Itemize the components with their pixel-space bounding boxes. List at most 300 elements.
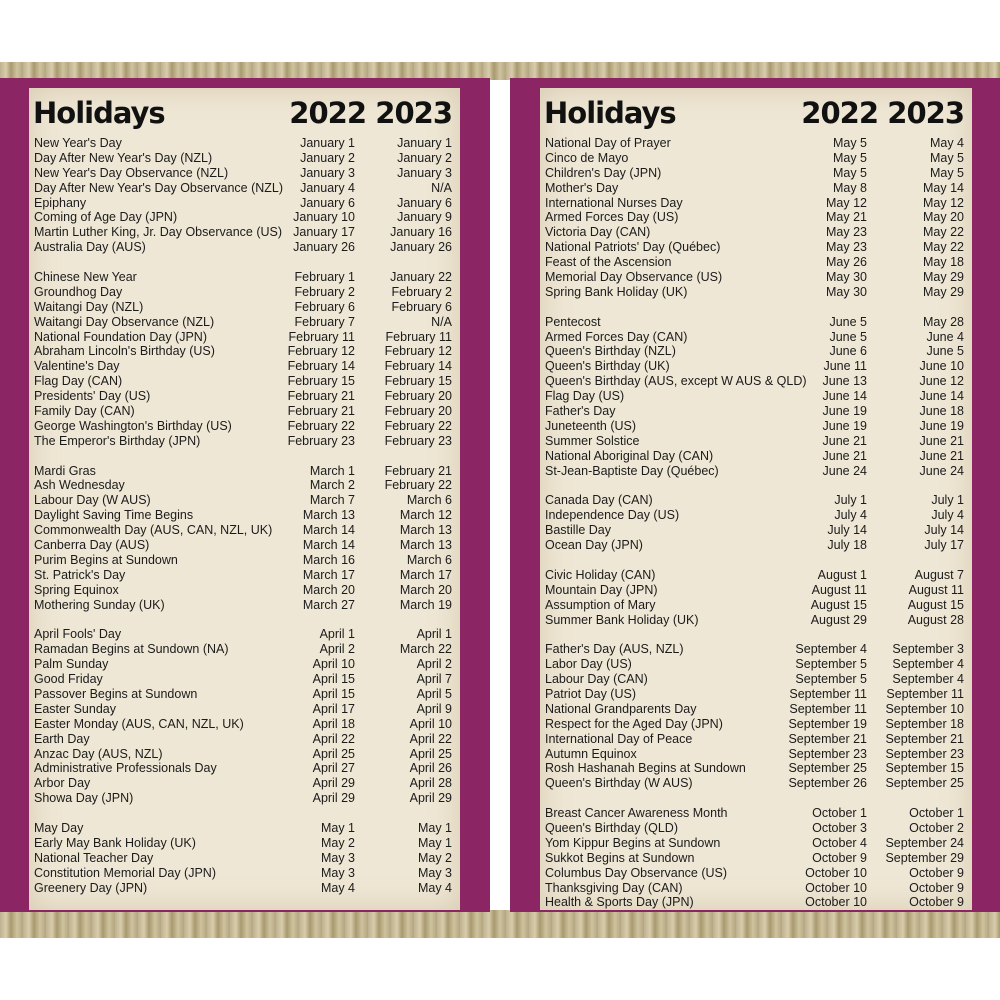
date-2023: September 3	[892, 642, 964, 657]
holiday-name: Queen's Birthday (UK)	[545, 359, 670, 374]
holiday-row	[540, 761, 972, 776]
date-2022: September 23	[788, 746, 867, 761]
date-2023: February 21	[384, 463, 452, 478]
date-2023: October 2	[909, 820, 964, 835]
date-2022: March 14	[302, 538, 355, 553]
date-2022: March 13	[302, 508, 355, 523]
holiday-row	[29, 181, 460, 196]
holiday-row	[29, 434, 460, 449]
holiday-name: Early May Bank Holiday (UK)	[34, 835, 196, 850]
date-2022: June 21	[822, 448, 867, 463]
date-2023: February 22	[384, 418, 452, 433]
date-2022: March 1	[309, 463, 355, 478]
date-2022: February 12	[287, 344, 355, 359]
holiday-row	[29, 523, 460, 538]
holiday-name: Respect for the Aged Day (JPN)	[545, 716, 723, 731]
date-2022: October 9	[812, 850, 867, 865]
date-2023: February 22	[384, 478, 452, 493]
date-2022: May 5	[832, 136, 867, 150]
date-2022: February 14	[287, 359, 355, 374]
date-2023: May 4	[417, 880, 452, 895]
holiday-row	[29, 240, 460, 255]
date-2022: January 26	[293, 240, 355, 255]
date-2023: February 2	[391, 284, 452, 299]
holiday-row	[540, 821, 972, 836]
date-2022: March 27	[302, 597, 355, 612]
holiday-row	[29, 717, 460, 732]
date-2023: May 22	[923, 225, 964, 240]
date-2022: February 11	[288, 329, 355, 344]
date-2022: April 22	[312, 731, 355, 746]
holiday-name: Queen's Birthday (AUS, except W AUS & QLD)	[545, 374, 807, 389]
holiday-name: Arbor Day	[34, 776, 91, 791]
date-2023: February 11	[385, 329, 452, 344]
holiday-name: Spring Equinox	[34, 582, 119, 597]
holiday-name: New Year's Day	[34, 136, 122, 150]
date-2022: September 11	[789, 686, 867, 701]
date-2022: April 29	[312, 776, 355, 791]
holiday-name: Easter Monday (AUS, CAN, NZL, UK)	[34, 716, 244, 731]
holiday-name: Day After New Year's Day Observance (NZL)	[34, 180, 284, 195]
holiday-name: Children's Day (JPN)	[545, 165, 662, 180]
date-2022: February 21	[287, 404, 355, 419]
page-title: Holidays	[544, 96, 676, 130]
date-2022: June 6	[829, 344, 867, 359]
holiday-name: Earth Day	[34, 731, 90, 746]
date-2022: June 13	[822, 374, 867, 389]
date-2022: March 14	[302, 523, 355, 538]
date-2023: August 15	[907, 597, 964, 612]
date-2022: June 11	[823, 359, 867, 374]
holiday-row	[540, 240, 972, 255]
holiday-row	[540, 225, 972, 240]
date-2022: April 29	[312, 791, 355, 806]
date-2023: February 20	[384, 389, 452, 404]
holiday-name: Rosh Hashanah Begins at Sundown	[545, 761, 746, 776]
date-2022: May 23	[826, 225, 867, 240]
holiday-row	[540, 613, 972, 628]
holiday-name: National Aboriginal Day (CAN)	[545, 448, 714, 463]
holiday-name: Victoria Day (CAN)	[545, 225, 651, 240]
date-2022: April 27	[312, 761, 355, 776]
holidays-page-right	[540, 88, 972, 910]
holiday-row	[540, 851, 972, 866]
date-2022: April 15	[312, 672, 355, 687]
date-2022: January 17	[293, 225, 355, 240]
date-2023: January 22	[390, 270, 452, 285]
holiday-name: International Day of Peace	[545, 731, 693, 746]
holiday-name: Constitution Memorial Day (JPN)	[34, 865, 216, 880]
date-2023: April 25	[409, 746, 452, 761]
holiday-row	[540, 449, 972, 464]
date-2022: February 23	[287, 433, 355, 448]
holiday-name: Mothering Sunday (UK)	[34, 597, 165, 612]
holiday-row	[540, 255, 972, 270]
holiday-name: St. Patrick's Day	[34, 567, 126, 582]
year-heading-2023: 2023	[375, 96, 452, 130]
holiday-name: Labour Day (W AUS)	[34, 493, 151, 508]
date-2022: April 17	[312, 701, 355, 716]
date-2023: March 13	[399, 523, 452, 538]
date-2023: April 5	[416, 686, 452, 701]
date-2023: August 7	[914, 567, 964, 582]
holiday-row	[540, 270, 972, 285]
holiday-name: Queen's Birthday (W AUS)	[545, 776, 693, 791]
holiday-row	[540, 181, 972, 196]
holiday-row	[29, 151, 460, 166]
holiday-row	[29, 315, 460, 330]
holiday-row	[540, 493, 972, 508]
holiday-name: Health & Sports Day (JPN)	[545, 895, 694, 910]
date-2023: August 28	[907, 612, 964, 627]
holiday-name: Cinco de Mayo	[545, 150, 629, 165]
date-2023: March 19	[399, 597, 452, 612]
date-2022: May 8	[832, 180, 867, 195]
holiday-row	[540, 732, 972, 747]
date-2023: July 1	[931, 493, 964, 508]
holiday-name: Armed Forces Day (CAN)	[545, 329, 688, 344]
date-2022: August 11	[811, 582, 867, 597]
date-2023: May 1	[417, 835, 452, 850]
date-2022: September 11	[789, 701, 867, 716]
date-2023: July 14	[924, 523, 964, 538]
holiday-row	[29, 538, 460, 553]
holiday-name: Breast Cancer Awareness Month	[545, 806, 728, 821]
holiday-name: Queen's Birthday (NZL)	[545, 344, 676, 359]
date-2022: March 17	[302, 567, 355, 582]
date-2023: September 23	[885, 746, 964, 761]
holiday-name: Purim Begins at Sundown	[34, 552, 178, 567]
date-2022: April 2	[319, 642, 355, 657]
date-2022: March 7	[309, 493, 355, 508]
holiday-row	[29, 851, 460, 866]
date-2023: January 3	[397, 165, 452, 180]
date-2022: October 10	[805, 880, 867, 895]
date-2023: April 26	[409, 761, 452, 776]
holiday-name: Daylight Saving Time Begins	[34, 508, 194, 523]
holiday-name: Day After New Year's Day (NZL)	[34, 150, 213, 165]
date-2022: June 19	[822, 418, 867, 433]
holiday-row	[540, 508, 972, 523]
holiday-name: Mother's Day	[545, 180, 619, 195]
holiday-row	[29, 598, 460, 613]
date-2022: July 14	[827, 523, 867, 538]
holiday-list	[29, 136, 460, 895]
holiday-row	[540, 657, 972, 672]
holiday-name: Mountain Day (JPN)	[545, 582, 658, 597]
date-2023: March 6	[406, 552, 452, 567]
year-heading-2022: 2022	[801, 96, 878, 130]
holiday-row	[29, 478, 460, 493]
holiday-row	[29, 687, 460, 702]
holiday-list	[540, 136, 972, 910]
holiday-row	[29, 568, 460, 583]
holiday-row	[29, 672, 460, 687]
holiday-row	[29, 374, 460, 389]
date-2023: June 19	[919, 418, 964, 433]
holiday-name: International Nurses Day	[545, 195, 683, 210]
date-2022: February 21	[287, 389, 355, 404]
date-2023: June 18	[919, 404, 964, 419]
holiday-name: National Day of Prayer	[545, 136, 671, 150]
holiday-row	[540, 836, 972, 851]
date-2022: May 4	[320, 880, 355, 895]
date-2023: February 6	[391, 299, 452, 314]
date-2023: April 29	[409, 791, 452, 806]
page-header	[29, 94, 460, 138]
holiday-name: Showa Day (JPN)	[34, 791, 134, 806]
date-2022: March 2	[309, 478, 355, 493]
date-2023: April 1	[416, 627, 452, 642]
date-2023: May 29	[923, 284, 964, 299]
date-2023: June 21	[919, 448, 964, 463]
holiday-row	[540, 374, 972, 389]
date-2022: February 7	[294, 314, 355, 329]
date-2023: May 20	[923, 210, 964, 225]
holiday-name: Yom Kippur Begins at Sundown	[545, 835, 721, 850]
date-2022: January 4	[300, 180, 355, 195]
date-2022: September 5	[795, 657, 867, 672]
date-2023: N/A	[431, 314, 452, 329]
date-2022: May 2	[320, 835, 355, 850]
holiday-row	[29, 359, 460, 374]
date-2023: September 18	[885, 716, 964, 731]
date-2022: August 15	[810, 597, 867, 612]
date-2022: May 21	[826, 210, 867, 225]
holiday-name: Ocean Day (JPN)	[545, 538, 643, 553]
holiday-name: Waitangi Day (NZL)	[34, 299, 144, 314]
date-2023: October 9	[909, 880, 964, 895]
holiday-name: Martin Luther King, Jr. Day Observance (US)	[34, 225, 283, 240]
holiday-row	[29, 389, 460, 404]
holiday-row	[29, 493, 460, 508]
holiday-name: Sukkot Begins at Sundown	[545, 850, 695, 865]
holiday-name: Ramadan Begins at Sundown (NA)	[34, 642, 229, 657]
holiday-name: National Foundation Day (JPN)	[34, 329, 207, 344]
date-2022: May 5	[832, 165, 867, 180]
holiday-row	[29, 761, 460, 776]
date-2022: May 23	[826, 240, 867, 255]
date-2023: March 12	[399, 508, 452, 523]
holiday-row	[29, 881, 460, 896]
date-2023: May 1	[417, 820, 452, 835]
holiday-name: Australia Day (AUS)	[34, 240, 146, 255]
holiday-row	[540, 196, 972, 211]
holiday-row	[29, 210, 460, 225]
date-2023: May 14	[923, 180, 964, 195]
date-2022: September 5	[795, 672, 867, 687]
date-2022: February 2	[294, 284, 355, 299]
date-2022: February 6	[294, 299, 355, 314]
date-2022: May 30	[826, 270, 867, 285]
holiday-row	[540, 747, 972, 762]
date-2022: May 3	[320, 865, 355, 880]
date-2022: April 25	[312, 746, 355, 761]
holiday-name: Autumn Equinox	[545, 746, 637, 761]
date-2023: September 15	[885, 761, 964, 776]
holiday-row	[540, 434, 972, 449]
holiday-row	[29, 285, 460, 300]
holiday-name: Greenery Day (JPN)	[34, 880, 148, 895]
date-2023: September 21	[885, 731, 964, 746]
holiday-name: May Day	[34, 820, 84, 835]
date-2023: January 16	[390, 225, 452, 240]
holiday-row	[29, 747, 460, 762]
holiday-name: Flag Day (CAN)	[34, 374, 123, 389]
date-2023: May 3	[417, 865, 452, 880]
holiday-row	[540, 389, 972, 404]
holiday-name: Queen's Birthday (QLD)	[545, 820, 678, 835]
holiday-name: St-Jean-Baptiste Day (Québec)	[545, 463, 719, 478]
date-2022: February 1	[294, 270, 355, 285]
date-2023: September 4	[892, 672, 964, 687]
date-2022: May 30	[826, 284, 867, 299]
holiday-name: Easter Sunday	[34, 701, 116, 716]
holiday-row	[29, 136, 460, 151]
date-2023: August 11	[908, 582, 964, 597]
date-2023: May 28	[923, 314, 964, 329]
holiday-name: Presidents' Day (US)	[34, 389, 151, 404]
holiday-name: Flag Day (US)	[545, 389, 625, 404]
holiday-row	[29, 583, 460, 598]
date-2023: March 13	[399, 538, 452, 553]
date-2023: February 12	[384, 344, 452, 359]
holiday-name: Thanksgiving Day (CAN)	[545, 880, 683, 895]
holiday-row	[29, 657, 460, 672]
holiday-name: Ash Wednesday	[34, 478, 125, 493]
holiday-name: The Emperor's Birthday (JPN)	[34, 433, 201, 448]
holiday-name: National Patriots' Day (Québec)	[545, 240, 721, 255]
date-2023: June 4	[926, 329, 964, 344]
holiday-name: Canada Day (CAN)	[545, 493, 653, 508]
holiday-row	[29, 508, 460, 523]
date-2023: April 28	[409, 776, 452, 791]
date-2022: January 10	[293, 210, 355, 225]
year-heading-2023: 2023	[887, 96, 964, 130]
date-2022: July 1	[834, 493, 867, 508]
holiday-row	[540, 895, 972, 910]
date-2023: April 10	[409, 716, 452, 731]
holiday-row	[29, 196, 460, 211]
holiday-name: Father's Day	[545, 404, 616, 419]
holiday-name: Independence Day (US)	[545, 508, 680, 523]
date-2022: February 22	[287, 418, 355, 433]
holiday-row	[540, 210, 972, 225]
holiday-name: Family Day (CAN)	[34, 404, 135, 419]
holiday-row	[540, 806, 972, 821]
holiday-row	[540, 136, 972, 151]
date-2022: April 15	[312, 686, 355, 701]
date-2023: January 1	[397, 136, 452, 150]
date-2022: January 6	[300, 195, 355, 210]
holiday-name: Pentecost	[545, 314, 601, 329]
date-2023: May 5	[929, 150, 964, 165]
holiday-row	[540, 523, 972, 538]
date-2022: June 5	[829, 314, 867, 329]
date-2022: May 5	[832, 150, 867, 165]
date-2023: April 22	[409, 731, 452, 746]
date-2023: September 24	[885, 835, 964, 850]
holiday-name: Assumption of Mary	[545, 597, 656, 612]
holiday-row	[540, 583, 972, 598]
holiday-name: Summer Bank Holiday (UK)	[545, 612, 699, 627]
date-2023: September 29	[885, 850, 964, 865]
holiday-name: Abraham Lincoln's Birthday (US)	[34, 344, 215, 359]
holiday-row	[29, 821, 460, 836]
date-2022: September 25	[788, 761, 867, 776]
date-2022: September 19	[788, 716, 867, 731]
date-2023: September 11	[886, 686, 964, 701]
holiday-name: Father's Day (AUS, NZL)	[545, 642, 684, 657]
date-2023: N/A	[431, 180, 452, 195]
date-2022: September 4	[795, 642, 867, 657]
holiday-row	[540, 344, 972, 359]
date-2023: January 6	[397, 195, 452, 210]
holiday-name: Valentine's Day	[34, 359, 120, 374]
holiday-row	[540, 687, 972, 702]
date-2023: June 14	[919, 389, 964, 404]
holiday-name: Commonwealth Day (AUS, CAN, NZL, UK)	[34, 523, 273, 538]
holiday-name: Mardi Gras	[34, 463, 96, 478]
holiday-row	[29, 166, 460, 181]
holiday-row	[29, 776, 460, 791]
date-2022: March 20	[302, 582, 355, 597]
holiday-name: Administrative Professionals Day	[34, 761, 217, 776]
holiday-row	[540, 881, 972, 896]
holiday-row	[29, 836, 460, 851]
date-2022: May 26	[826, 255, 867, 270]
date-2023: May 2	[417, 850, 452, 865]
date-2023: June 5	[926, 344, 964, 359]
holiday-name: Bastille Day	[545, 523, 611, 538]
holiday-row	[540, 330, 972, 345]
date-2023: May 12	[923, 195, 964, 210]
holiday-name: Anzac Day (AUS, NZL)	[34, 746, 163, 761]
holiday-row	[29, 404, 460, 419]
date-2022: March 16	[302, 552, 355, 567]
date-2023: April 9	[416, 701, 452, 716]
holiday-row	[540, 404, 972, 419]
holiday-name: Armed Forces Day (US)	[545, 210, 679, 225]
holiday-name: Canberra Day (AUS)	[34, 538, 150, 553]
holiday-row	[540, 568, 972, 583]
date-2023: June 12	[919, 374, 964, 389]
holiday-row	[29, 553, 460, 568]
holiday-row	[29, 702, 460, 717]
date-2023: July 17	[924, 538, 964, 553]
date-2023: March 17	[399, 567, 452, 582]
holiday-row	[540, 538, 972, 553]
page-header	[540, 94, 972, 138]
date-2022: May 1	[320, 820, 355, 835]
holiday-name: Waitangi Day Observance (NZL)	[34, 314, 215, 329]
holiday-name: George Washington's Birthday (US)	[34, 418, 232, 433]
date-2022: January 1	[300, 136, 355, 150]
date-2022: October 4	[812, 835, 867, 850]
decorative-text-strip-bottom	[0, 910, 1000, 938]
date-2022: June 5	[829, 329, 867, 344]
holidays-page-left	[29, 88, 460, 910]
date-2023: April 7	[416, 672, 452, 687]
date-2023: January 2	[397, 150, 452, 165]
holiday-name: Labor Day (US)	[545, 657, 632, 672]
holiday-row	[29, 791, 460, 806]
date-2023: October 9	[909, 895, 964, 910]
holiday-row	[29, 330, 460, 345]
date-2023: June 10	[919, 359, 964, 374]
holiday-name: April Fools' Day	[34, 627, 122, 642]
holiday-row	[29, 300, 460, 315]
